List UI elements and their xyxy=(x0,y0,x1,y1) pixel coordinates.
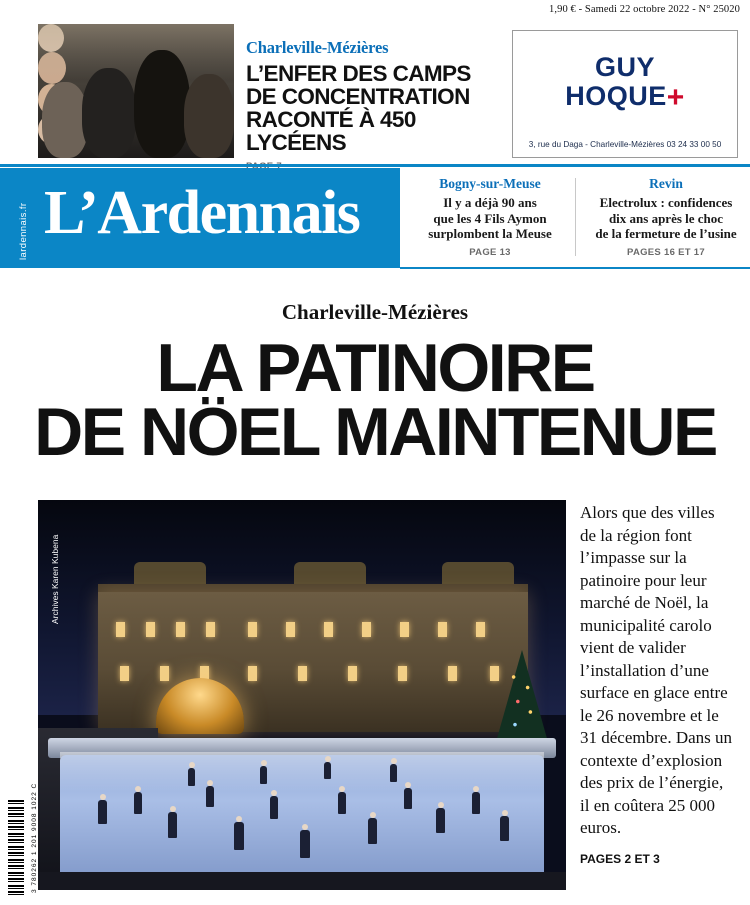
band-top-rule xyxy=(0,164,750,167)
masthead-title: L’Ardennais xyxy=(44,179,360,247)
issue-info-line: 1,90 € - Samedi 22 octobre 2022 - N° 25020 xyxy=(549,4,740,15)
band-teaser-bogny[interactable] xyxy=(406,176,574,258)
photo-ice-glow xyxy=(60,752,544,792)
website-vertical-label[interactable] xyxy=(4,168,29,268)
lead-headline-line-2: DE NÖEL MAINTENUE xyxy=(34,394,716,470)
band-teaser-revin[interactable] xyxy=(582,176,750,258)
band-teaser-line-2: que les 4 Fils Aymon xyxy=(433,210,547,226)
lead-kicker: Charleville-Mézières xyxy=(281,300,469,324)
lead-standfirst-text: Alors que des villes de la région font l’impasse sur la patinoire pour leur marché de Noël, la municipalité carolo vient de valider l’installation d’une surface en glace entre le 26 novembre et le 31 décembre. Dans un contexte d’explosion des prix de l’énergie, il en coûtera 25 000 euros. xyxy=(580,503,733,837)
photo-foreground-bottom xyxy=(38,872,566,890)
teaser-kicker: Charleville-Mézières xyxy=(246,38,389,57)
masthead-blue-block xyxy=(0,168,400,268)
ad-brand-line-2 xyxy=(513,82,737,112)
band-teaser-line-2: dix ans après le choc xyxy=(608,210,724,226)
band-teaser-page: PAGE 13 xyxy=(469,246,511,258)
advertisement-guy-hoquet[interactable] xyxy=(512,30,738,158)
photo-credit xyxy=(40,512,60,632)
photo-credit-text: Archives Karen Kubena xyxy=(50,534,60,624)
lead-headline xyxy=(10,330,740,470)
band-teasers xyxy=(400,168,750,268)
ad-brand-word: HOQUE xyxy=(565,81,667,111)
barcode-digits: 3 780262 1 201 9008 1022 C xyxy=(31,782,38,893)
ad-brand-line-1: GUY xyxy=(594,52,655,82)
band-teaser-page: PAGES 16 ET 17 xyxy=(627,246,705,258)
band-teaser-line-1: Electrolux : confidences xyxy=(599,195,733,210)
teaser-title-line-3: RACONTÉ À 450 LYCÉENS xyxy=(246,107,416,155)
teaser-photo-lyceens xyxy=(38,24,234,158)
website-url: lardennais.fr xyxy=(18,202,29,260)
photo-tree-lights xyxy=(508,670,536,740)
photo-figure xyxy=(82,68,136,158)
band-teaser-text xyxy=(582,195,750,242)
band-teaser-text xyxy=(406,195,574,242)
lead-photo-patinoire xyxy=(38,500,566,890)
teaser-title xyxy=(246,62,496,154)
lead-pages-reference: PAGES 2 ET 3 xyxy=(580,851,660,866)
band-teaser-kicker: Revin xyxy=(649,176,683,191)
masthead-band xyxy=(0,168,750,268)
teaser-title-line-2: DE CONCENTRATION xyxy=(246,84,470,109)
ad-plus-icon: + xyxy=(666,81,685,114)
band-teaser-kicker: Bogny-sur-Meuse xyxy=(439,176,541,191)
ad-logo xyxy=(513,53,737,112)
top-teaser[interactable] xyxy=(38,24,498,158)
band-bottom-rule xyxy=(400,267,750,269)
photo-figure xyxy=(134,50,190,158)
teaser-title-line-1: L’ENFER DES CAMPS xyxy=(246,61,471,86)
barcode-bars xyxy=(8,800,24,895)
band-teaser-line-1: Il y a déjà 90 ans xyxy=(443,195,537,210)
teaser-text-block xyxy=(246,38,496,172)
band-teaser-line-3: de la fermeture de l’usine xyxy=(595,226,737,241)
barcode xyxy=(8,782,38,895)
photo-light-gradient xyxy=(38,24,234,80)
ad-address: 3, rue du Daga - Charleville-Mézières 03 24 33 00 50 xyxy=(528,140,722,149)
lead-standfirst xyxy=(580,502,732,870)
lead-headline-line-1: LA PATINOIRE xyxy=(156,330,594,406)
band-teaser-line-3: surplombent la Meuse xyxy=(428,226,552,241)
band-divider xyxy=(575,178,576,256)
photo-figure xyxy=(184,74,234,158)
barcode-number xyxy=(24,782,38,895)
